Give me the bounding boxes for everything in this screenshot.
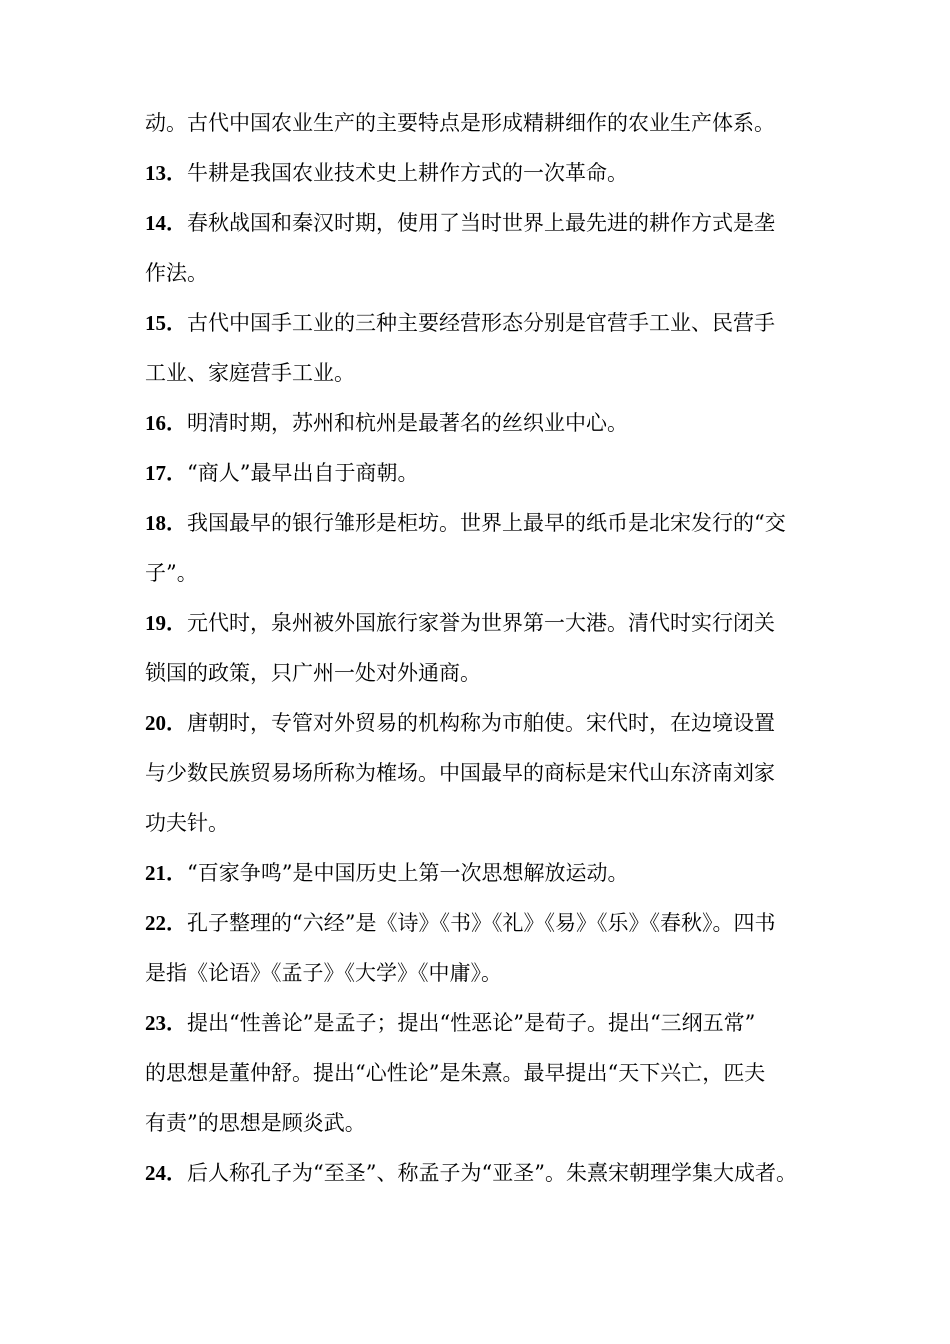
text-line: [145, 648, 825, 698]
text-line: [145, 798, 825, 848]
line-text: 功夫针。: [145, 811, 229, 835]
line-text: 春秋战国和秦汉时期，使用了当时世界上最先进的耕作方式是垄: [187, 211, 775, 235]
line-text: 孔子整理的“六经”是《诗》《书》《礼》《易》《乐》《春秋》。四书: [187, 911, 776, 935]
item-number: 16．: [145, 411, 187, 435]
item-number: 14．: [145, 211, 187, 235]
text-line: [145, 948, 825, 998]
text-line: [145, 298, 825, 348]
line-text: 元代时，泉州被外国旅行家誉为世界第一大港。清代时实行闭关: [187, 611, 775, 635]
line-text: 动。古代中国农业生产的主要特点是形成精耕细作的农业生产体系。: [145, 111, 775, 135]
line-text: 作法。: [145, 261, 208, 285]
item-number: 18．: [145, 511, 187, 535]
document-body: [145, 98, 825, 1198]
line-text: 有责”的思想是顾炎武。: [145, 1111, 366, 1135]
text-line: [145, 498, 825, 548]
item-number: 23．: [145, 1011, 187, 1035]
line-text: 的思想是董仲舒。提出“心性论”是朱熹。最早提出“天下兴亡，匹夫: [145, 1061, 766, 1085]
line-text: 我国最早的银行雏形是柜坊。世界上最早的纸币是北宋发行的“交: [187, 511, 786, 535]
text-line: [145, 98, 825, 148]
line-text: 是指《论语》《孟子》《大学》《中庸》。: [145, 961, 502, 985]
line-text: 工业、家庭营手工业。: [145, 361, 355, 385]
item-number: 15．: [145, 311, 187, 335]
line-text: 与少数民族贸易场所称为榷场。中国最早的商标是宋代山东济南刘家: [145, 761, 775, 785]
line-text: 提出“性善论”是孟子；提出“性恶论”是荀子。提出“三纲五常”: [187, 1011, 756, 1035]
text-line: [145, 348, 825, 398]
text-line: [145, 698, 825, 748]
item-number: 22．: [145, 911, 187, 935]
text-line: [145, 198, 825, 248]
text-line: [145, 848, 825, 898]
item-number: 13．: [145, 161, 187, 185]
item-number: 24．: [145, 1161, 187, 1185]
text-line: [145, 1048, 825, 1098]
line-text: “商人”最早出自于商朝。: [187, 461, 419, 485]
text-line: [145, 898, 825, 948]
text-line: [145, 398, 825, 448]
line-text: 唐朝时，专管对外贸易的机构称为市舶使。宋代时，在边境设置: [187, 711, 775, 735]
item-number: 17．: [145, 461, 187, 485]
item-number: 21．: [145, 861, 187, 885]
text-line: [145, 548, 825, 598]
text-line: [145, 248, 825, 298]
text-line: [145, 748, 825, 798]
text-line: [145, 998, 825, 1048]
text-line: [145, 1148, 825, 1198]
line-text: 牛耕是我国农业技术史上耕作方式的一次革命。: [187, 161, 628, 185]
line-text: 子”。: [145, 561, 198, 585]
item-number: 19．: [145, 611, 187, 635]
text-line: [145, 598, 825, 648]
item-number: 20．: [145, 711, 187, 735]
line-text: 古代中国手工业的三种主要经营形态分别是官营手工业、民营手: [187, 311, 775, 335]
text-line: [145, 148, 825, 198]
line-text: “百家争鸣”是中国历史上第一次思想解放运动。: [187, 861, 629, 885]
text-line: [145, 448, 825, 498]
line-text: 锁国的政策，只广州一处对外通商。: [145, 661, 481, 685]
line-text: 后人称孔子为“至圣”、称孟子为“亚圣”。朱熹宋朝理学集大成者。: [187, 1161, 797, 1185]
line-text: 明清时期，苏州和杭州是最著名的丝织业中心。: [187, 411, 628, 435]
text-line: [145, 1098, 825, 1148]
